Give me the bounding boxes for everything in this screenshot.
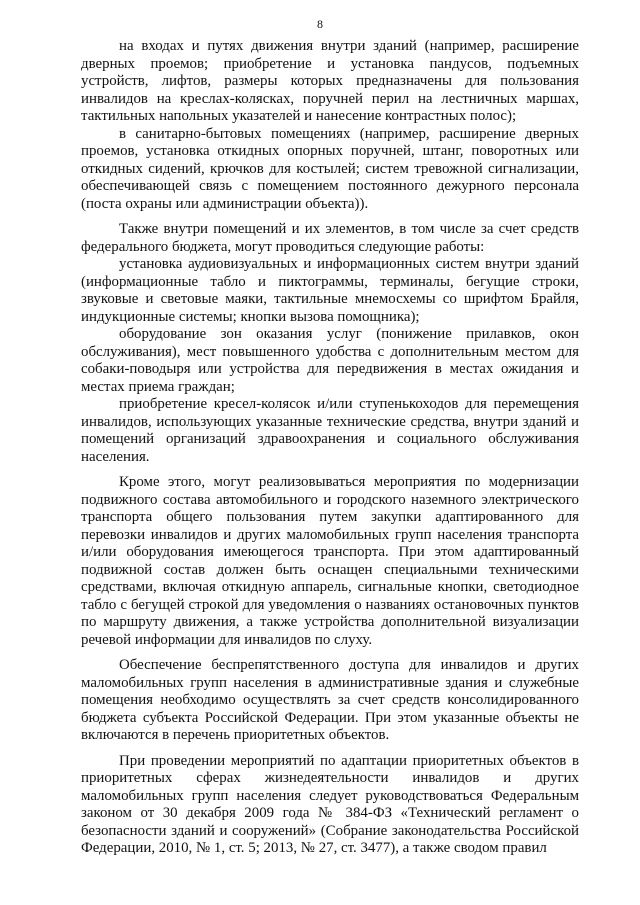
page-number: 8 <box>317 17 323 31</box>
paragraph-interior-works: Также внутри помещений и их элементов, в том числе за счет средств федерального бюджета, могут проводиться следующие работы: <box>81 221 579 255</box>
body-text <box>81 38 579 858</box>
paragraph-sanitary-rooms: в санитарно-бытовых помещениях (например, расширение дверных проемов, установка откидных опорных поручней, штанг, поворотных или откидных сидений, крючков для костылей; систем тревожной сигнализации, обеспечивающей связь с помещением постоянного дежурного персонала (поста охраны или администрации объекта)). <box>81 125 579 212</box>
paragraph-administrative-buildings: Обеспечение беспрепятственного доступа для инвалидов и других маломобильных групп населения в административные здания и служебные помещения необходимо осуществлять за счет средств консолидированного бюджета субъекта Российской Федерации. При этом указанные объекты не включаются в перечень приоритетных объектов. <box>81 657 579 743</box>
paragraph-transport-modernization: Кроме этого, могут реализовываться мероприятия по модернизации подвижного состава автомобильного и городского наземного электрического транспорта общего пользования путем закупки адаптированного для перевозки инвалидов и других маломобильных групп населения транспорта и/или оборудования имеющегося транспорта. При этом адаптированный подвижной состав должен быть оснащен специальными техническими средствами, включая откидную аппарель, сигнальные кнопки, светодиодное табло с бегущей строкой для уведомления о названиях остановочных пунктов по маршруту движения, а также устройства дополнительной визуализации речевой информации для инвалидов по слуху. <box>81 474 579 648</box>
paragraph-wheelchairs: приобретение кресел-колясок и/или ступенькоходов для перемещения инвалидов, использующих указанные технические средства, внутри зданий и помещений организаций здравоохранения и социального обслуживания населения. <box>81 396 579 465</box>
paragraph-federal-law: При проведении мероприятий по адаптации приоритетных объектов в приоритетных сферах жизнедеятельности инвалидов и других маломобильных групп населения следует руководствоваться Федеральным законом от 30 декабря 2009 года № 384-ФЗ «Технический регламент о безопасности зданий и сооружений» (Собрание законодательства Российской Федерации, 2010, № 1, ст. 5; 2013, № 27, ст. 3477), а также сводом правил <box>81 752 579 856</box>
paragraph-audiovisual-systems: установка аудиовизуальных и информационных систем внутри зданий (информационные табло и пиктограммы, терминалы, бегущие строки, звуковые и световые маяки, тактильные мнемосхемы со шрифтом Брайля, индукционные системы; кнопки вызова помощника); <box>81 256 579 325</box>
paragraph-entrances: на входах и путях движения внутри зданий (например, расширение дверных проемов; приобретение и установка пандусов, подъемных устройств, лифтов, размеры которых предназначены для пользования инвалидов на креслах-колясках, поручней перил на лестничных маршах, тактильных напольных указателей и нанесение контрастных полос); <box>81 38 579 124</box>
paragraph-service-zones: оборудование зон оказания услуг (понижение прилавков, окон обслуживания), мест повышенного удобства с дополнительным местом для собаки-поводыря или устройства для передвижения в местах ожидания и местах приема граждан; <box>81 326 579 395</box>
